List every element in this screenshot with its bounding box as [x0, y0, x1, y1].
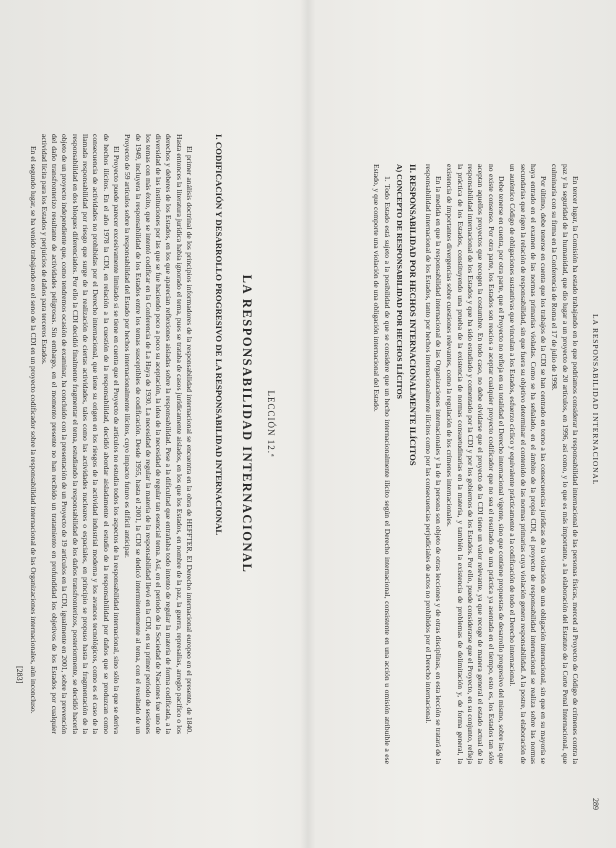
- paragraph: En el segundo lugar, se ha venido trabajando en el seno de la CDI en un proyecto codificador sobre la responsabilidad internacional de las Organizaciones internacionales, aún inconcluso.: [28, 146, 38, 714]
- lesson-label: LECCIÓN 12.ª: [266, 390, 276, 458]
- right-page-body: [370, 164, 580, 764]
- paragraph: 1. Todo Estado está sujeto a la posibilidad de que se considere que un hecho internacionalmente ilícito según el Derecho internacional, consistente en una acción u omisión atribuible a ese Estado, y que comporte una violación de una obligación internacional del Estado.: [372, 164, 392, 764]
- paragraph: Por último, debe tenerse en cuenta que los trabajos de la CDI se han centrado en torno a las consecuencias jurídicas de la violación de una obligación internacional, sin que en su mayoría se haya entrado en el examen de las normas primarias violadas. Como se ha señalado, en el ámbito de la propia CDI, el proyecto de responsabilidad internacional se realiza sobre las normas secundarias que rigen la relación de responsabilidad, sin que fuera su objetivo determinar el contenido de las normas primarias cuya violación genera responsabilidad. A la postre, la elaboración de un auténtico Código de obligaciones sustantivas que vinculan a los Estados, esfuerzo cíclico y equivalente prácticamente a la codificación de todo el Derecho internacional.: [508, 164, 549, 764]
- running-head-title: LA RESPONSABILIDAD INTERNACIONAL: [591, 314, 600, 486]
- section-heading-1: I. CODIFICACIÓN Y DESARROLLO PROGRESIVO DE LA RESPONSABILIDAD INTERNACIONAL: [214, 134, 224, 536]
- running-header: [588, 14, 600, 834]
- section-heading-2: II. RESPONSABILIDAD POR HECHOS INTERNACIONALMENTE ILÍCITOS: [407, 164, 418, 466]
- right-page: [312, 14, 604, 834]
- paragraph: El Proyecto puede parecer excesivamente limitado si se tiene en cuenta que el Proyecto de artículos no estudia todos los aspectos de la responsabilidad internacional, sino sólo la que se deriva de hechos ilícitos. En el año 1978 la CDI, en relación a la cuestión de la responsabilidad, decidió abordar aisladamente el estudio de la responsabilidad por daños que se produzcan como consecuencia de actividades no prohibidas por el Derecho internacional, que tiene su origen en los riesgos de la actividad industrial moderna y los avances tecnológicos, como es el caso de la llamada responsabilidad por riesgo que surge de la realización de ciertas actividades, tales como las actividades nucleares o espaciales, en principio se propuso hasta la fragmentación de la responsabilidad en dos bloques diferenciados. Por ello la CDI decidió finalmente fragmentar el tema, estudiando la responsabilidad de los daños transfronterizos, posteriormente, se decidió hacerla objeto de un proyecto independiente que, como tendremos ocasión de examinar, ha concluido con la presentación de un Proyecto de 19 artículos en la CDI, igualmente en 2001, sobre la prevención del daño transfronterizo resultante de actividades peligrosas. Sin embargo, en el momento presente no han recibido un tratamiento en profundidad los objetivos de los Estados por cualquier actividad lícita para los Estados y perjuicios de daños para terceros Estados.: [39, 134, 121, 734]
- left-page: [4, 14, 296, 834]
- subsection-heading: A) CONCEPTO DE RESPONSABILIDAD POR HECHOS ILÍCITOS: [394, 164, 404, 399]
- paragraph: El primer análisis doctrinal de los principios informadores de la responsabilidad internacional se encuentra en la obra de HEFFTER, El Derecho internacional europeo en el presente, de 1840. Hasta entonces la literatura jurídica había ignorado el tema, pues se trataba de casos jurídicamente aislados, en los que los Estados, en nombre de la paz, la guerra, represalias, arreglo pacífico o los derechos y deberes de los Estados, en los que aparecían reflexiones aisladas sobre la responsabilidad. Pese a la dificultad que entrañaba todo intento de regular la materia de forma codificada, a la diversidad de las instituciones por las que se fue haciendo poco a poco su aceptación, la idea de la necesidad de regular tan esencial tema. Así, en el periodo de la Sociedad de Naciones fue uno de los temas con más éxito, que se intentó codificar en la Conferencia de La Haya de 1930. La necesidad de regular la materia de la responsabilidad llevó en la CDI, en su primer periodo de sesiones de 1949, incluyera la responsabilidad de los Estados entre los temas susceptibles de codificación. Desde 1955, hasta el 2001, la CDI se dedicó intermitentemente al tema, con el resultado de un Proyecto de 59 artículos sobre la responsabilidad del Estado por hechos internacionalmente ilícitos, cuyo impacto futuro es difícil anticipar.: [123, 134, 194, 734]
- paragraph: Debe tenerse en cuenta, por otra parte, que el Proyecto no refleja en su totalidad el Derecho internacional vigente, sino que contiene propuestas de desarrollo progresivo del mismo, sobre las que no existe consenso. Por otra parte, los Estados son reacios a aceptar cualquier proyecto codificador que no sea el resultado de una práctica ya asentada en el tiempo, esto es, los Estados tan sólo aceptan aquellos proyectos que recogen la costumbre. En todo caso, no debe olvidarse que el proyecto de la CDI tiene un valor relevante, ya que recoge de manera general el estado actual de la responsabilidad internacional de los Estados y que ha sido estudiado y comentado por la CDI y por los gobiernos de los Estados. Por ello, puede considerarse que el Proyecto, en su conjunto, refleja la práctica de los Estados, constituyendo una prueba de la existencia de normas consuetudinarias en la materia, y también la existencia de problemas de delimitación y, de forma general, la existencia de importantes divergencias sobre cuestiones relevantes, como la regulación de los crímenes internacionales.: [445, 164, 506, 764]
- paragraph: En la medida en que la responsabilidad internacional de las Organizaciones internacionales y la de la persona son objeto de otras lecciones y de otras disciplinas, en esta lección se tratará de la responsabilidad internacional de los Estados, tanto por hechos internacionalmente ilícitos como por las consecuencias perjudiciales de actos no prohibidos por el Derecho internacional.: [423, 164, 444, 764]
- page-number: 289: [591, 798, 600, 810]
- paragraph: En tercer lugar, la Comisión ha estado trabajando en lo que podríamos considerar la responsabilidad internacional de las personas físicas, merced al Proyecto de Código de crímenes contra la paz y la seguridad de la humanidad, que dio lugar a un proyecto de 20 artículos, en 1996, así como, y lo que es más importante, a la elaboración del Estatuto de la Corte Penal Internacional, que culminaría con su firma en la Conferencia de Roma el 17 de julio de 1998.: [550, 164, 580, 764]
- left-page-body: [26, 134, 194, 734]
- folio-mark: [283]: [15, 666, 24, 684]
- chapter-title: LA RESPONSABILIDAD INTERNACIONAL: [240, 274, 254, 574]
